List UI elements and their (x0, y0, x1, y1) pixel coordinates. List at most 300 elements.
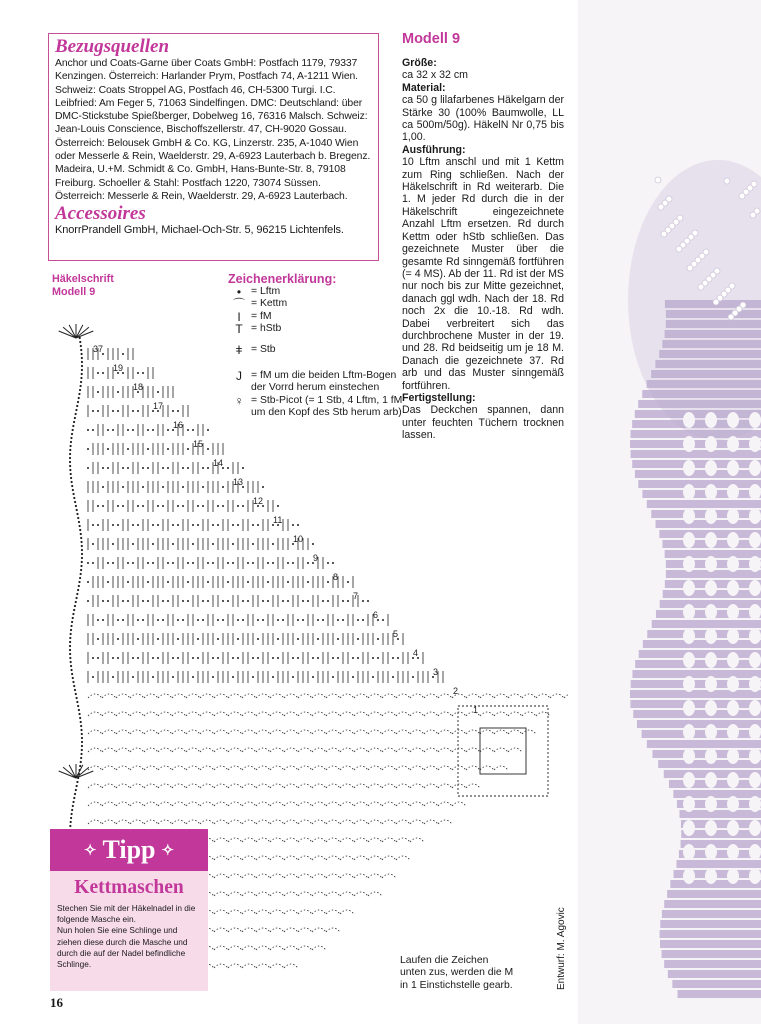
chain-dot (197, 619, 199, 621)
mesh-arc (298, 856, 312, 860)
mesh-arc (564, 694, 568, 698)
mesh-arc (340, 910, 354, 914)
chain-dot (112, 676, 114, 678)
bead (687, 265, 693, 271)
mesh-arc (270, 784, 284, 788)
legend-title: Zeichenerklärung: (228, 272, 337, 286)
mesh-arc (382, 820, 396, 824)
mesh-arc (340, 820, 354, 824)
mesh-arc (424, 802, 438, 806)
lace-band (635, 660, 761, 668)
lace-band (638, 400, 761, 408)
lace-hole (727, 508, 739, 524)
double-crochet-symbol: ǂ (235, 342, 243, 357)
chain-dot (357, 638, 359, 640)
mesh-arc (284, 712, 298, 716)
chain-dot (132, 410, 134, 412)
mesh-arc (466, 748, 480, 752)
chain-dot (197, 505, 199, 507)
chain-dot (252, 657, 254, 659)
chain-dot (87, 467, 89, 469)
chain-dot (152, 676, 154, 678)
lace-hole (749, 508, 761, 524)
mesh-arc (438, 730, 452, 734)
lace-hole (727, 412, 739, 428)
chain-dot (92, 524, 94, 526)
chain-dot (81, 549, 83, 551)
lace-hole (749, 628, 761, 644)
chain-dot (202, 619, 204, 621)
sources-text: Anchor und Coats-Garne über Coats GmbH: Postfach 1179, 79337 Kenzingen. Österreich: Harlander Prym, Postfach 74, A-1211 Wien. Schweiz: Coats Stroppel AG, Postfach 46, CH-5300 Turgi. I.C. Leibfried: Am Feger 5, 71063 Sindelfingen. DMC: Deutschland: über DMC-Stickstube Spießberger, Dobelweg 16, 76316 Malsch. Schweiz: Jean-Louis Conscience, Bischoffszellerstr. 47, CH-9020 Gossau. Österreich: Belousek GmbH & Co. KG, Linzerstr. 235, A-1040 Wien oder Messerle & Rein, Waelderstr. 29, A-6923 Lauterbach b. Bregenz. Madeira, U.+M. Schmidt & Co. GmbH, Hans-Bunte-Str. 8, 79108 Freiburg. Schoeller & Stahl: Postfach 1220, 73074 Süssen. Österreich: Messerle & Rein, Waelderstr. 29, A-6923 Lauterbach. (55, 58, 371, 202)
mesh-arc (144, 766, 158, 770)
mesh-arc (116, 694, 130, 698)
mesh-arc (284, 964, 298, 968)
mesh-arc (312, 838, 326, 842)
round-label: 6 (373, 610, 379, 620)
mesh-arc (130, 820, 144, 824)
mesh-arc (228, 712, 242, 716)
chain-dot (137, 638, 139, 640)
chain-dot (77, 705, 79, 707)
mesh-arc (312, 820, 326, 824)
mesh-arc (284, 730, 298, 734)
chain-dot (81, 373, 83, 375)
lace-hole (705, 580, 717, 596)
chain-dot (272, 657, 274, 659)
chain-dot (197, 657, 199, 659)
mesh-arc (214, 802, 228, 806)
chain-dot (162, 505, 164, 507)
bead (658, 204, 664, 210)
mesh-arc (270, 730, 284, 734)
mesh-arc (382, 874, 396, 878)
chain-dot (69, 457, 71, 459)
chain-dot (227, 581, 229, 583)
mesh-arc (186, 784, 200, 788)
chain-dot (132, 524, 134, 526)
lace-band (662, 340, 761, 348)
mesh-arc (312, 748, 326, 752)
mesh-arc (298, 784, 312, 788)
chain-dot (122, 600, 124, 602)
chain-dot (117, 524, 119, 526)
chain-dot (262, 600, 264, 602)
mesh-arc (480, 748, 494, 752)
mesh-arc (186, 730, 200, 734)
mesh-arc (508, 694, 522, 698)
running-note-line: in 1 Einstichstelle gearb. (400, 979, 513, 991)
lace-hole (727, 580, 739, 596)
chain-dot (97, 505, 99, 507)
lace-hole (705, 844, 717, 860)
mesh-arc (242, 820, 256, 824)
chain-dot (74, 605, 76, 607)
lace-hole (683, 484, 695, 500)
mesh-arc (368, 874, 382, 878)
chain-dot (69, 649, 71, 651)
mesh-arc (270, 928, 284, 932)
chain-dot (177, 619, 179, 621)
lace-band (638, 480, 761, 488)
mesh-arc (438, 802, 452, 806)
lace-hole (705, 460, 717, 476)
chain-dot (157, 391, 159, 393)
lace-hole (683, 628, 695, 644)
chain-dot (112, 410, 114, 412)
lace-hole (749, 556, 761, 572)
chain-dot (142, 486, 144, 488)
mesh-arc (102, 802, 116, 806)
mesh-arc (466, 694, 480, 698)
lace-hole (705, 652, 717, 668)
mesh-arc (242, 784, 256, 788)
lace-hole (683, 676, 695, 692)
lace-hole (683, 580, 695, 596)
mesh-arc (158, 766, 172, 770)
mesh-arc (242, 748, 256, 752)
chain-dot (357, 619, 359, 621)
chain-dot (72, 493, 74, 495)
round-label: 4 (413, 648, 419, 658)
mesh-arc (326, 820, 340, 824)
chain-dot (337, 638, 339, 640)
mesh-arc (214, 910, 228, 914)
mesh-arc (242, 694, 256, 698)
mesh-arc (270, 838, 284, 842)
mesh-arc (522, 712, 536, 716)
chain-dot (152, 524, 154, 526)
chain-dot (277, 505, 279, 507)
chain-dot (79, 577, 81, 579)
mesh-arc (382, 730, 396, 734)
mesh-arc (284, 874, 298, 878)
mesh-arc (326, 730, 340, 734)
chain-dot (77, 401, 79, 403)
mesh-arc (298, 928, 312, 932)
bead (698, 284, 704, 290)
mesh-arc (102, 820, 116, 824)
chain-dot (172, 657, 174, 659)
chain-dot (217, 505, 219, 507)
mesh-arc (494, 694, 508, 698)
execution-label: Ausführung: (402, 143, 466, 156)
lace-band (666, 310, 761, 318)
mesh-arc (130, 712, 144, 716)
lace-hole (727, 868, 739, 884)
chain-dot (80, 569, 82, 571)
chain-dot (342, 600, 344, 602)
mesh-arc (410, 712, 424, 716)
mesh-arc (508, 730, 522, 734)
mesh-arc (396, 838, 410, 842)
chain-dot (79, 765, 81, 767)
chain-dot (70, 473, 72, 475)
lace-hole (749, 724, 761, 740)
chain-dot (192, 524, 194, 526)
mesh-arc (186, 766, 200, 770)
mesh-arc (326, 802, 340, 806)
chain-dot (282, 619, 284, 621)
size-label: Größe: (402, 57, 437, 69)
chart-title (52, 273, 114, 299)
chain-dot (70, 633, 72, 635)
mesh-arc (200, 802, 214, 806)
lace-band (667, 890, 761, 898)
chain-stitch-symbol: • (236, 285, 242, 299)
chain-dot (247, 581, 249, 583)
chain-dot (272, 562, 274, 564)
chain-dot (132, 429, 134, 431)
lace-hole (749, 820, 761, 836)
mesh-arc (410, 820, 424, 824)
chain-dot (222, 486, 224, 488)
mesh-arc (256, 910, 270, 914)
lace-band (632, 420, 761, 428)
chain-dot (71, 621, 73, 623)
chain-dot (242, 619, 244, 621)
mesh-arc (88, 820, 102, 824)
chain-dot (327, 562, 329, 564)
mesh-arc (312, 694, 326, 698)
mesh-arc (116, 820, 130, 824)
chain-dot (172, 410, 174, 412)
chain-dot (79, 341, 81, 343)
mesh-arc (368, 748, 382, 752)
chain-dot (312, 657, 314, 659)
chain-dot (137, 410, 139, 412)
lace-hole (749, 460, 761, 476)
mesh-arc (256, 694, 270, 698)
chain-dot (69, 469, 71, 471)
chain-dot (137, 372, 139, 374)
lace-hole (727, 700, 739, 716)
mesh-arc (172, 784, 186, 788)
chain-dot (117, 619, 119, 621)
mesh-arc (130, 766, 144, 770)
chain-dot (78, 397, 80, 399)
chain-dot (97, 657, 99, 659)
mesh-arc (368, 856, 382, 860)
mesh-arc (312, 712, 326, 716)
lace-band (642, 490, 761, 498)
designer-credit: Entwurf: M. Agovic (556, 907, 567, 990)
chain-dot (122, 619, 124, 621)
mesh-arc (298, 892, 312, 896)
chain-dot (76, 785, 78, 787)
lace-band (631, 680, 761, 688)
lace-hole (705, 676, 717, 692)
mesh-arc (480, 766, 494, 770)
running-note-line: unten zus, werden die M (400, 967, 514, 979)
mesh-arc (228, 874, 242, 878)
chain-dot (212, 657, 214, 659)
mesh-arc (102, 730, 116, 734)
chain-dot (80, 377, 82, 379)
chain-dot (79, 717, 81, 719)
lace-band (633, 710, 761, 718)
mesh-arc (214, 964, 228, 968)
chain-dot (292, 676, 294, 678)
legend-row (228, 298, 403, 310)
chain-dot (332, 657, 334, 659)
round-label: 8 (333, 572, 339, 582)
chain-dot (80, 729, 82, 731)
lace-band (664, 900, 761, 908)
chain-dot (122, 486, 124, 488)
chain-dot (117, 638, 119, 640)
chain-dot (237, 638, 239, 640)
mesh-arc (172, 802, 186, 806)
mesh-arc (158, 784, 172, 788)
mesh-arc (284, 892, 298, 896)
chain-dot (80, 725, 82, 727)
lace-band (655, 360, 761, 368)
mesh-arc (102, 712, 116, 716)
execution-text: 10 Lftm anschl und mit 1 Kettm zum Ring schließen. Nach der Häkelschrift in Rd weiterarb. Die 1. M jeder Rd durch die in der Häkelschrift eingezeichnete Anzahl Lftm ersetzen. Rd durch Kettm oder hStb schließen. Das gezeichnete Muster über die gesamte Rd sinngemäß fortführen (= 4 MS). Ab der 11. Rd ist der MS nur noch bis zur Mitte gezeichnet, danach ggl wdh. Nach der 18. Rd noch 2x die 10.-18. Rd wdh. Dabei verbreitert sich das durchbrochene Muster in der 19. und 28. Rd beidseitig um je 18 M. Danach die gezeichnete 37. Rd arb und das Muster sinngemäß fortführen. (402, 156, 564, 392)
chain-dot (217, 657, 219, 659)
mesh-arc (130, 730, 144, 734)
chain-dot (322, 600, 324, 602)
mesh-arc (228, 802, 242, 806)
chain-dot (69, 641, 71, 643)
mesh-arc (270, 910, 284, 914)
chain-dot (362, 619, 364, 621)
legend-text: = Stb-Picot (= 1 Stb, 4 Lftm, 1 fM um den Kopf des Stb herum arb) (251, 394, 403, 419)
chain-dot (69, 449, 71, 451)
lace-hole (705, 508, 717, 524)
mesh-arc (326, 910, 340, 914)
chain-dot (102, 372, 104, 374)
slip-stitch-symbol: ⌒ (232, 297, 245, 312)
lace-hole (705, 604, 717, 620)
mesh-arc (396, 730, 410, 734)
lace-hole (727, 724, 739, 740)
mesh-arc (102, 748, 116, 752)
mesh-arc (466, 784, 480, 788)
mesh-arc (438, 820, 452, 824)
chain-dot (392, 676, 394, 678)
mesh-arc (494, 712, 508, 716)
chain-dot (342, 619, 344, 621)
lace-hole (749, 652, 761, 668)
mesh-arc (354, 892, 368, 896)
lace-band (647, 740, 761, 748)
mesh-arc (368, 694, 382, 698)
chain-dot (75, 413, 77, 415)
chain-dot (357, 657, 359, 659)
mesh-arc (186, 712, 200, 716)
chain-dot (75, 789, 77, 791)
chain-dot (71, 485, 73, 487)
lace-hole (705, 724, 717, 740)
chain-dot (81, 361, 83, 363)
mesh-arc (382, 712, 396, 716)
chain-dot (282, 600, 284, 602)
lace-hole (705, 556, 717, 572)
mesh-arc (284, 820, 298, 824)
chain-dot (212, 676, 214, 678)
chain-dot (272, 676, 274, 678)
chain-dot (302, 600, 304, 602)
round-label: 13 (233, 477, 244, 487)
chain-dot (117, 391, 119, 393)
mesh-arc (298, 838, 312, 842)
mesh-arc (270, 856, 284, 860)
lace-band (668, 970, 761, 978)
mesh-arc (522, 694, 536, 698)
bead (713, 299, 719, 305)
mesh-arc (256, 784, 270, 788)
mesh-arc (312, 892, 326, 896)
mesh-arc (172, 694, 186, 698)
mesh-arc (382, 766, 396, 770)
mesh-arc (424, 712, 438, 716)
chain-dot (137, 657, 139, 659)
lace-band (670, 880, 761, 888)
round-label: 1 (473, 705, 479, 715)
mesh-arc (228, 946, 242, 950)
mesh-arc (256, 730, 270, 734)
chain-dot (232, 562, 234, 564)
chain-dot (337, 657, 339, 659)
mesh-arc (452, 802, 466, 806)
mesh-arc (88, 712, 102, 716)
mesh-arc (116, 712, 130, 716)
mesh-arc (298, 946, 312, 950)
lace-hole (683, 820, 695, 836)
mesh-arc (354, 802, 368, 806)
single-crochet-symbol: I (237, 309, 241, 324)
chain-dot (207, 562, 209, 564)
chain-dot (317, 638, 319, 640)
chain-dot (70, 477, 72, 479)
chain-dot (172, 562, 174, 564)
chain-dot (80, 757, 82, 759)
chain-dot (207, 448, 209, 450)
lace-hole (749, 604, 761, 620)
lace-hole (727, 532, 739, 548)
chain-dot (292, 657, 294, 659)
chain-dot (157, 524, 159, 526)
sources-box (48, 33, 379, 261)
mesh-arc (410, 694, 424, 698)
round-label: 7 (353, 591, 359, 601)
mesh-arc (284, 838, 298, 842)
lace-hole (705, 748, 717, 764)
lace-hole (727, 460, 739, 476)
mesh-arc (396, 856, 410, 860)
chain-dot (232, 524, 234, 526)
chain-dot (212, 562, 214, 564)
chain-dot (71, 481, 73, 483)
mesh-arc (326, 784, 340, 788)
lace-hole (727, 844, 739, 860)
mesh-arc (466, 730, 480, 734)
chain-dot (157, 619, 159, 621)
picot-stroke (76, 767, 89, 778)
chain-dot (152, 429, 154, 431)
mesh-arc (256, 964, 270, 968)
mesh-arc (242, 766, 256, 770)
mesh-arc (424, 820, 438, 824)
chain-dot (187, 562, 189, 564)
chain-dot (70, 629, 72, 631)
chain-dot (377, 657, 379, 659)
chain-dot (97, 372, 99, 374)
mesh-arc (214, 856, 228, 860)
lace-hole (705, 700, 717, 716)
chain-dot (292, 524, 294, 526)
